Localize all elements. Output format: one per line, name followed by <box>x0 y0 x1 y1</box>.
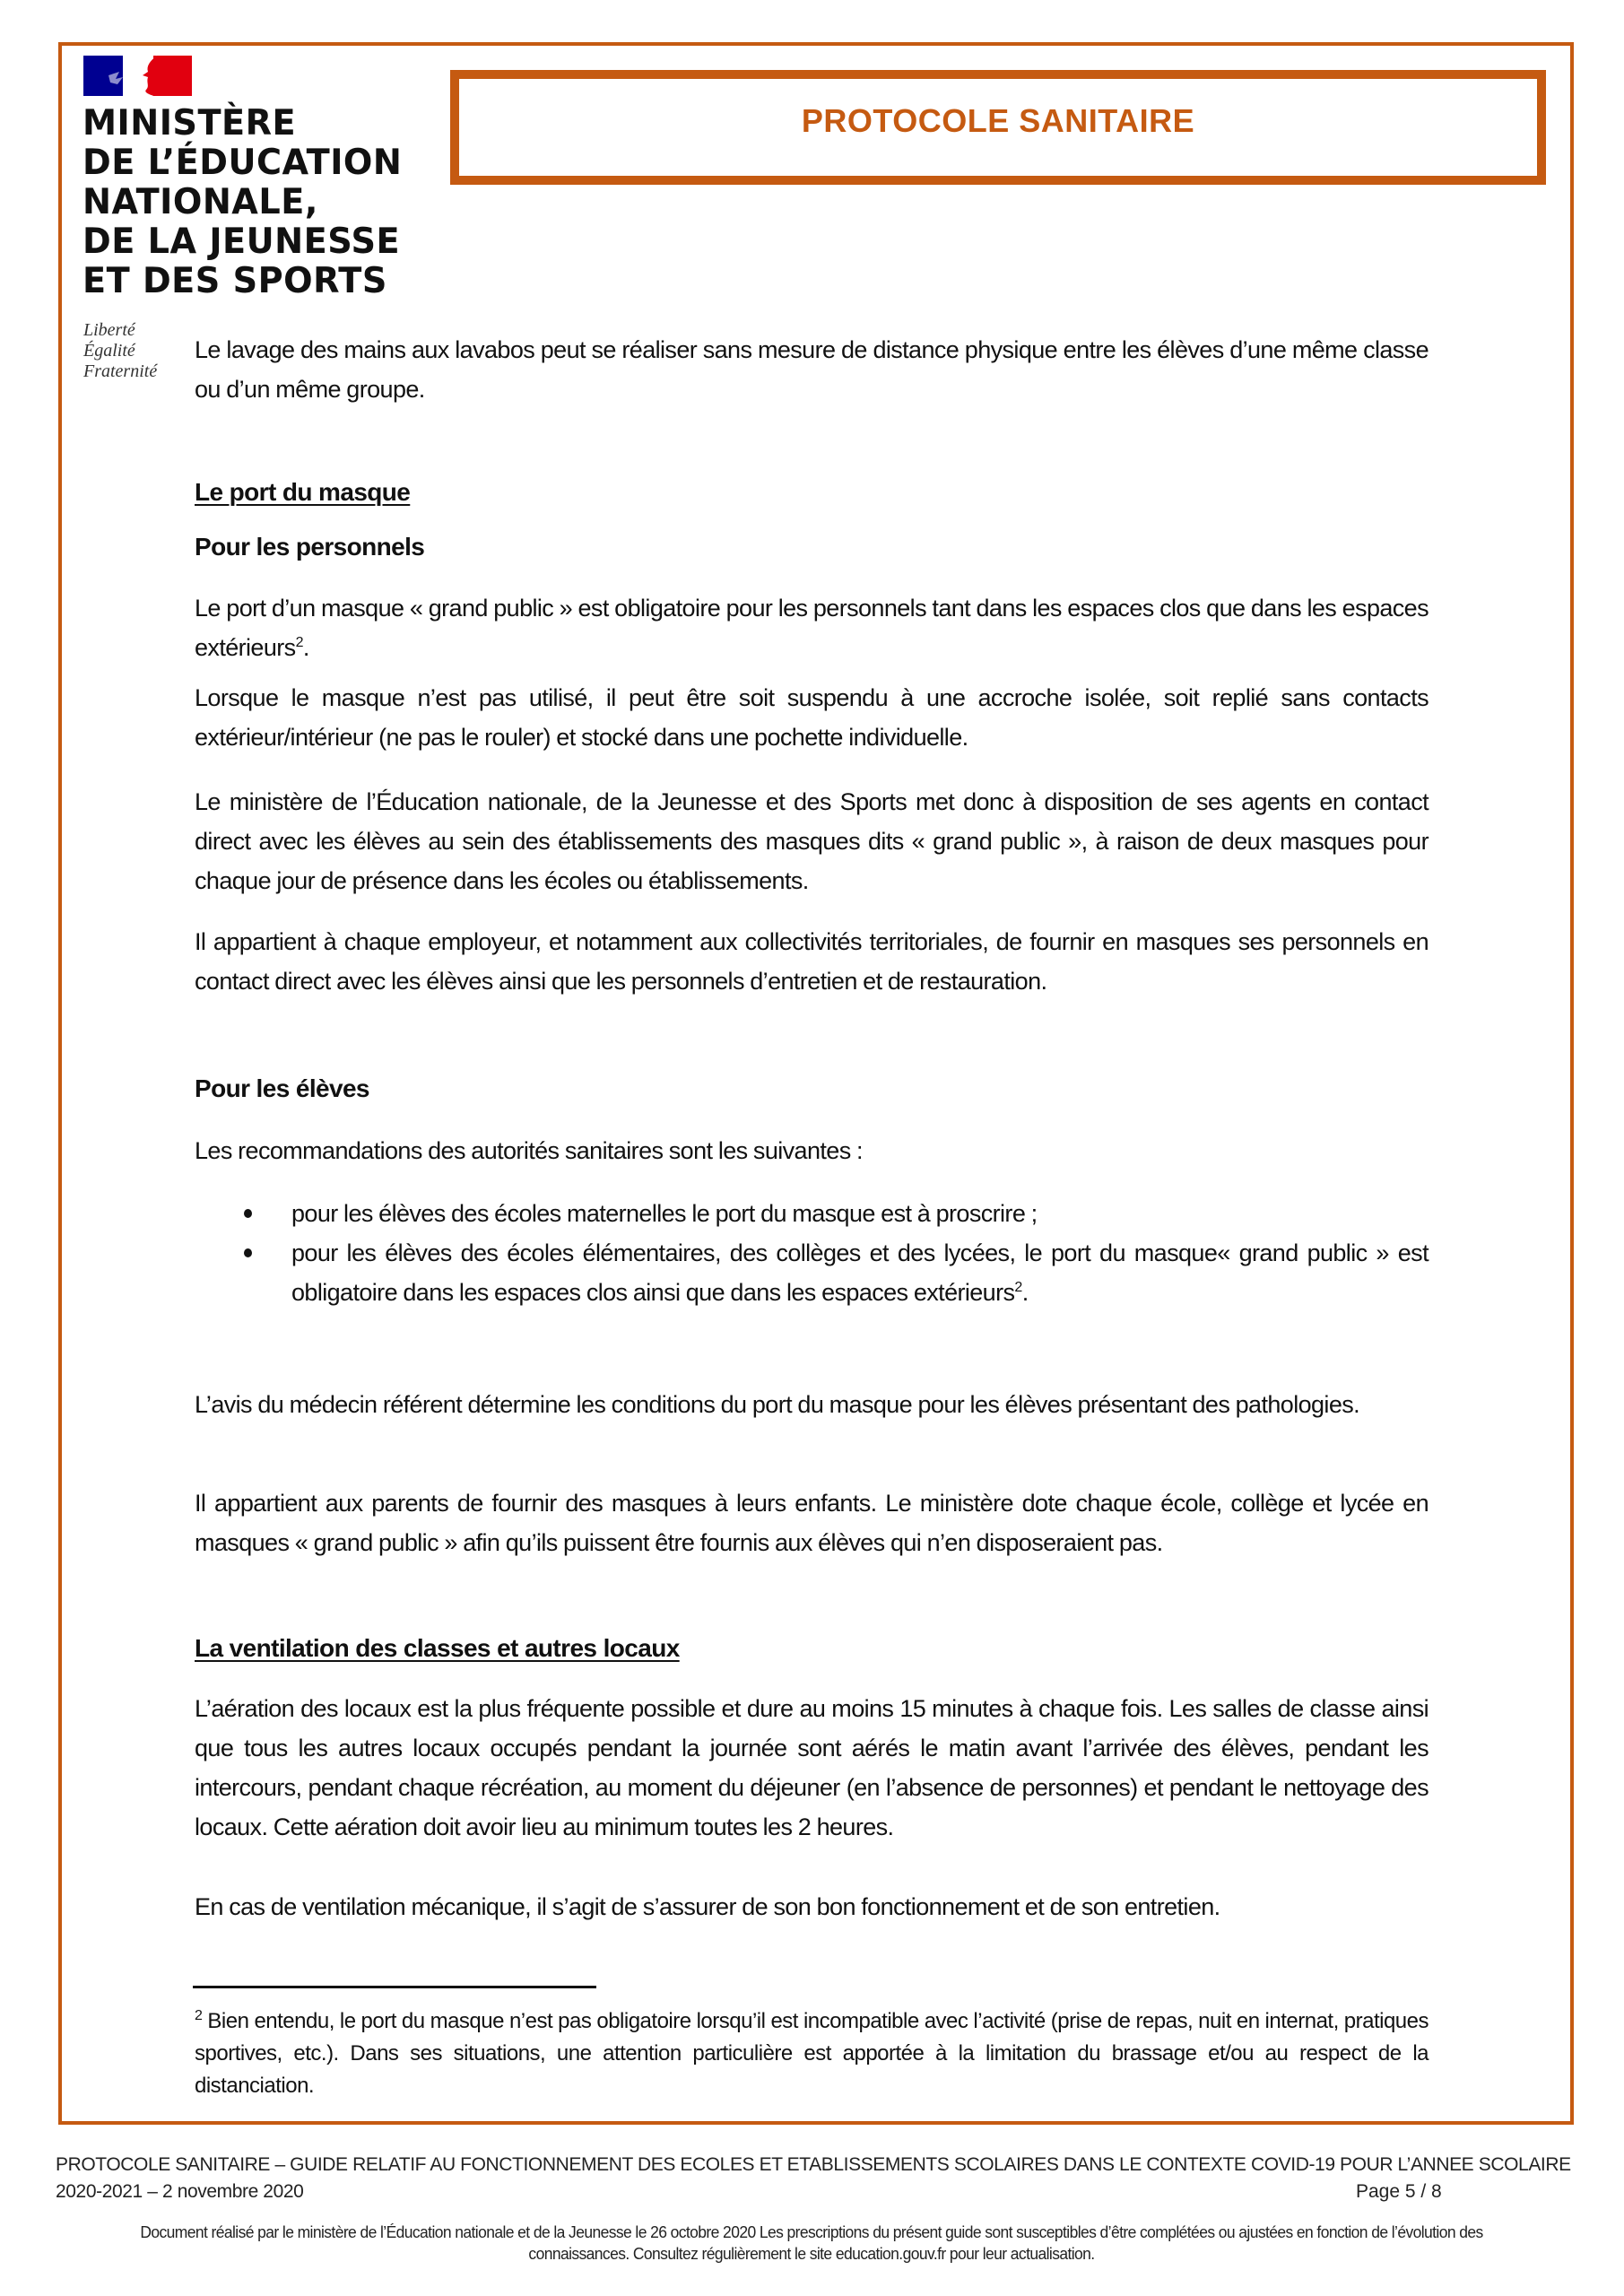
footnote-number: 2 <box>195 2008 203 2023</box>
paragraph-ventilation-1: L’aération des locaux est la plus fréquente possible et dure au moins 15 minutes à chaque fois. Les salles de classe ainsi que tous les autres locaux occupés pendant la journée sont aérés le matin avant l’arrivée des élèves, pendant les intercours, pendant chaque récréation, au moment du déjeuner (en l’absence de personnes) et pendant le nettoyage des locaux. Cette aération doit avoir lieu au minimum toutes les 2 heures. <box>195 1695 1429 1840</box>
republic-motto <box>83 320 157 382</box>
ministry-line: MINISTÈRE <box>83 103 297 144</box>
ministry-line: ET DES SPORTS <box>83 261 387 301</box>
list-item <box>195 1233 1429 1312</box>
footer-disclaimer: Document réalisé par le ministère de l’Éducation nationale et de la Jeunesse le 26 octobre 2020 Les prescriptions du présent guide sont susceptibles d’être complétées ou ajustées en fonction de l’évolution des connaissances. Consultez régulièrement le site education.gouv.fr pour leur actualisation. <box>140 2223 1483 2263</box>
ministry-line: DE LA JEUNESSE <box>83 222 401 262</box>
intro-paragraph: Le lavage des mains aux lavabos peut se réaliser sans mesure de distance physique entre les élèves d’une même classe ou d’un même groupe. <box>195 336 1429 403</box>
footer-document-title: PROTOCOLE SANITAIRE – GUIDE RELATIF AU FONCTIONNEMENT DES ECOLES ET ETABLISSEMENTS SCOLAIRES DANS LE CONTEXTE COVID-19 POUR L’ANNEE SCOLAIRE <box>56 2154 1571 2175</box>
bullet-icon <box>244 1209 252 1218</box>
list-item <box>195 1194 1429 1233</box>
list-item-end: . <box>1021 1279 1029 1306</box>
marianne-flag-icon <box>83 56 192 96</box>
motto-line: Liberté <box>83 320 135 340</box>
paragraph-staff-4: Il appartient à chaque employeur, et notamment aux collectivités territoriales, de fournir en masques ses personnels en contact direct avec les élèves ainsi que les personnels d’entretien et de restauration. <box>195 928 1429 995</box>
page-number: Page 5 / 8 <box>1356 2181 1442 2202</box>
motto-line: Égalité <box>83 341 135 361</box>
footnote-separator <box>193 1986 596 1988</box>
subheading-students: Pour les élèves <box>195 1074 369 1102</box>
list-item-text: pour les élèves des écoles maternelles le port du masque est à proscrire ; <box>291 1200 1038 1227</box>
footer-date: 2020-2021 – 2 novembre 2020 <box>56 2181 304 2202</box>
list-item-text: pour les élèves des écoles élémentaires, des collèges et des lycées, le port du masque« grand public » est obligatoire dans les espaces clos ainsi que dans les espaces extérieurs <box>291 1239 1429 1306</box>
paragraph-students-1: L’avis du médecin référent détermine les conditions du port du masque pour les élèves présentant des pathologies. <box>195 1391 1360 1418</box>
document-title: PROTOCOLE SANITAIRE <box>801 102 1195 139</box>
section-heading-mask: Le port du masque <box>195 478 411 506</box>
footnote-ref[interactable]: 2 <box>1014 1280 1022 1295</box>
recommendations-list <box>195 1194 1429 1312</box>
section-heading-ventilation: La ventilation des classes et autres locaux <box>195 1634 680 1662</box>
paragraph-text: Le port d’un masque « grand public » est obligatoire pour les personnels tant dans les espaces clos que dans les espaces extérieurs <box>195 595 1429 661</box>
bullet-icon <box>244 1248 252 1257</box>
paragraph-staff-2: Lorsque le masque n’est pas utilisé, il peut être soit suspendu à une accroche isolée, soit replié sans contacts extérieur/intérieur (ne pas le rouler) et stocké dans une pochette individuelle. <box>195 684 1429 751</box>
paragraph-staff-1 <box>195 588 1429 667</box>
footnote-text: Bien entendu, le port du masque n’est pas obligatoire lorsqu’il est incompatible avec l’activité (prise de repas, nuit en internat, pratiques sportives, etc.). Dans ses situations, une attention particulière est apportée à la limitation du brassage et/ou au respect de la distanciation. <box>195 2009 1429 2098</box>
paragraph-students-2: Il appartient aux parents de fournir des masques à leurs enfants. Le ministère dote chaque école, collège et lycée en masques « grand public » afin qu’ils puissent être fournis aux élèves qui n’en disposeraient pas. <box>195 1490 1429 1556</box>
document-title-box <box>450 70 1546 185</box>
ministry-name <box>83 104 402 301</box>
subheading-staff: Pour les personnels <box>195 533 425 561</box>
paragraph-ventilation-2: En cas de ventilation mécanique, il s’agit de s’assurer de son bon fonctionnement et de son entretien. <box>195 1893 1220 1920</box>
ministry-line: DE L’ÉDUCATION <box>83 143 403 183</box>
footnote <box>195 2005 1429 2102</box>
footnote-ref[interactable]: 2 <box>295 635 303 650</box>
ministry-line: NATIONALE, <box>83 182 318 222</box>
motto-line: Fraternité <box>83 361 158 381</box>
paragraph-staff-3: Le ministère de l’Éducation nationale, de la Jeunesse et des Sports met donc à disposition de ses agents en contact direct avec les élèves au sein des établissements des masques dits « grand public », à raison de deux masques pour chaque jour de présence dans les écoles ou établissements. <box>195 788 1429 894</box>
paragraph-end: . <box>302 634 309 661</box>
paragraph-students-intro: Les recommandations des autorités sanitaires sont les suivantes : <box>195 1137 863 1164</box>
